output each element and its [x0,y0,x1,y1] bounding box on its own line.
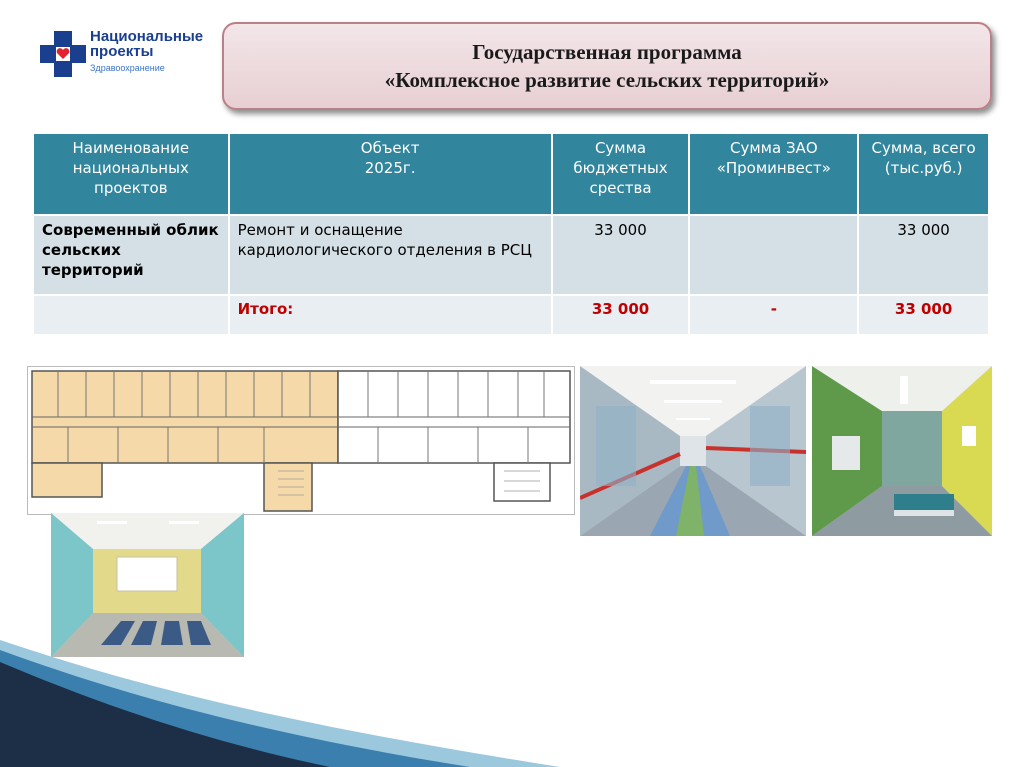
table-row [33,215,989,295]
logo-line-2: проекты [90,43,154,60]
program-table [32,132,990,336]
slide-title-line-2: «Комплексное развитие сельских территорий» [384,68,830,92]
cell-budget: 33 000 [552,215,690,295]
cell-total: 33 000 [858,215,989,295]
logo-line-1: Национальные [90,28,204,45]
header-total: Сумма, всего (тыс.руб.) [858,133,989,215]
table-total-row [33,295,989,335]
header-prominvest: Сумма ЗАО «Проминвест» [689,133,858,215]
corridor-render-image [580,366,806,536]
cell-prominvest [689,215,858,295]
health-cross-icon [40,31,86,77]
cell-object: Ремонт и оснащение кардиологического отделения в РСЦ [229,215,552,295]
cell-prominvest-total: - [689,295,858,335]
decorative-swoosh [0,640,560,767]
hall-render-image [51,513,244,657]
table-header-row [33,133,989,215]
logo-line-3: Здравоохранение [90,63,165,73]
floor-plan-image [27,366,575,515]
slide-title-box [222,22,992,110]
header-project: Наименование национальных проектов [33,133,229,215]
cell-project [33,295,229,335]
ward-render-image [812,366,992,536]
cell-project: Современный облик сельских территорий [33,215,229,295]
slide-title-line-1: Государственная программа [472,40,742,64]
national-projects-logo [40,27,220,83]
cell-budget-total: 33 000 [552,295,690,335]
header-object: Объект 2025г. [229,133,552,215]
header-budget: Сумма бюджетных срества [552,133,690,215]
cell-total-label: Итого: [229,295,552,335]
cell-grand-total: 33 000 [858,295,989,335]
